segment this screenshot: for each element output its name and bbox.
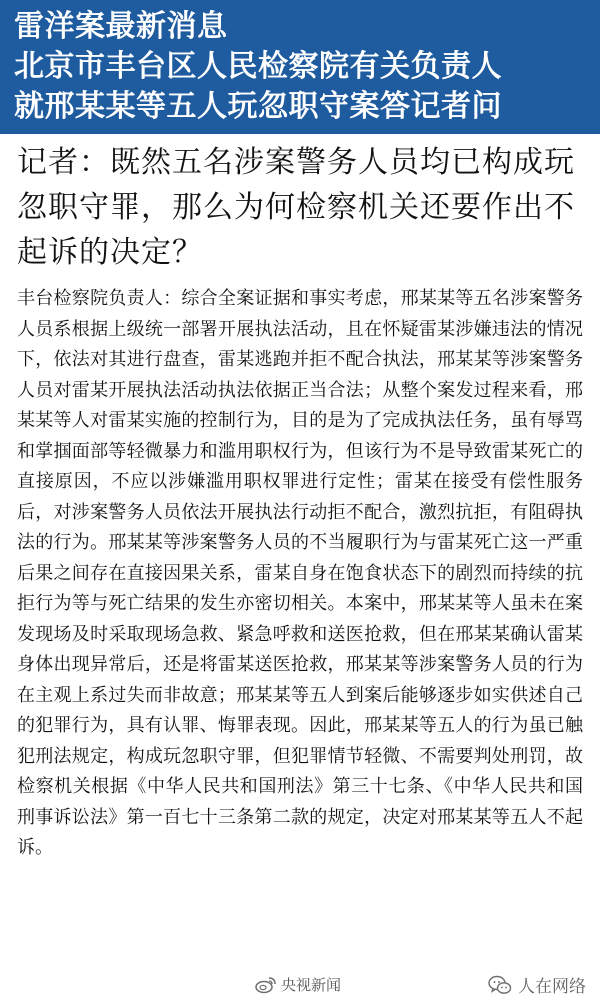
wechat-icon [488, 974, 512, 996]
header-title-line-1: 雷洋案最新消息 [14, 9, 228, 44]
header-title-line-3: 就邢某某等五人玩忽职守案答记者问 [14, 89, 502, 124]
weibo-icon [255, 976, 277, 994]
weibo-watermark [255, 974, 341, 995]
reporter-question: 记者：既然五名涉案警务人员均已构成玩忽职守罪，那么为何检察机关还要作出不起诉的决定？ [17, 145, 575, 270]
weibo-label: 央视新闻 [281, 976, 342, 994]
wechat-watermark [488, 972, 586, 997]
prosecutor-answer: 丰台检察院负责人：综合全案证据和事实考虑，邢某某等五名涉案警务人员系根据上级统一部署开展执法活动，且在怀疑雷某涉嫌违法的情况下，依法对其进行盘查，雷某逃跑并拒不配合执法，邢某某等涉案警务人员对雷某开展执法活动执法依据正当合法；从整个案发过程来看，邢某某等人对雷某实施的控制行为，目的是为了完成执法任务，虽有辱骂和掌掴面部等轻微暴力和滥用职权行为，但该行为不是导致雷某死亡的直接原因，不应以涉嫌滥用职权罪进行定性；雷某在接受有偿性服务后，对涉案警务人员依法开展执法行动拒不配合，激烈抗拒，有阻碍执法的行为。邢某某等涉案警务人员的不当履职行为与雷某死亡这一严重后果之间存在直接因果关系，雷某自身在饱食状态下的剧烈而持续的抗拒行为等与死亡结果的发生亦密切相关。本案中，邢某某等人虽未在案发现场及时采取现场急救、紧急呼救和送医抢救，但在邢某某确认雷某身体出现异常后，还是将雷某送医抢救，邢某某等涉案警务人员的行为在主观上系过失而非故意；邢某某等五人到案后能够逐步如实供述自己的犯罪行为，具有认罪、悔罪表现。因此，邢某某等五人的行为虽已触犯刑法规定，构成玩忽职守罪，但犯罪情节轻微、不需要判处刑罚，故检察机关根据《中华人民共和国刑法》第三十七条、《中华人民共和国刑事诉讼法》第一百七十三条第二款的规定，决定对邢某某等五人不起诉。 [17, 288, 583, 858]
header-banner [0, 0, 600, 134]
header-title-line-2: 北京市丰台区人民检察院有关负责人 [14, 49, 502, 84]
watermark-footer [0, 968, 600, 1004]
wechat-label: 人在网络 [518, 977, 586, 997]
